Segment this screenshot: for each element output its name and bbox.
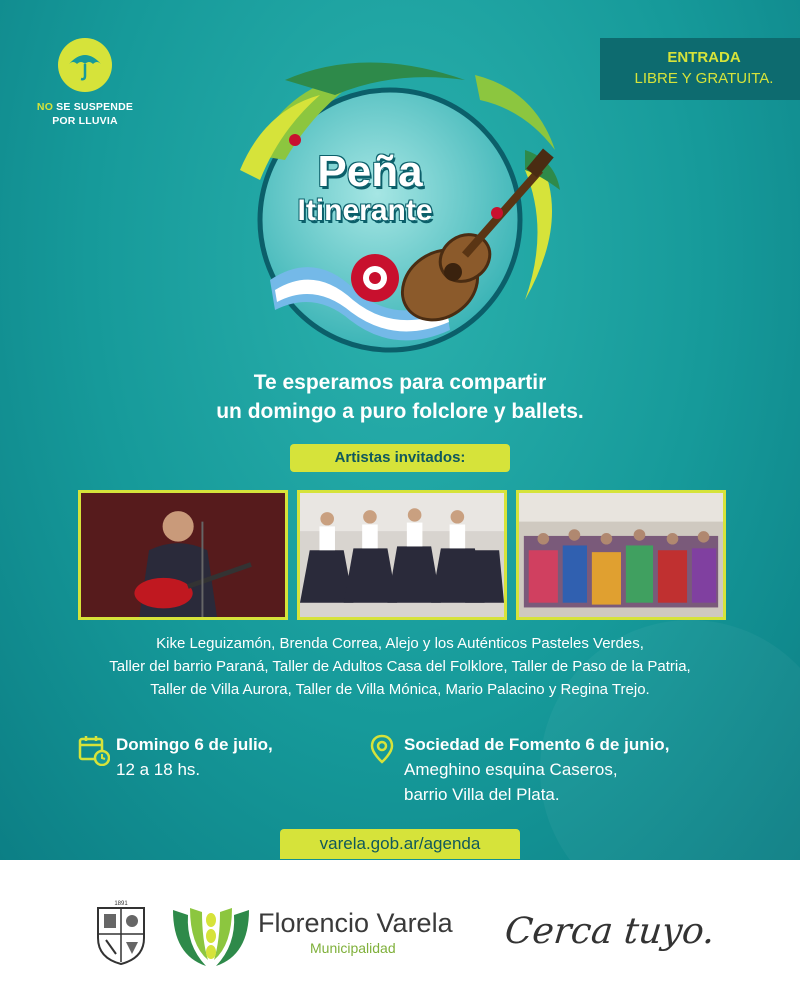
artists-list	[40, 632, 760, 701]
artists-line-2: Taller del barrio Paraná, Taller de Adultos Casa del Folklore, Taller de Paso de la Patria,	[109, 658, 691, 675]
agenda-link[interactable]: varela.gob.ar/agenda	[280, 829, 520, 859]
entry-line1: ENTRADA	[667, 49, 741, 66]
municipal-shield-icon	[92, 898, 150, 966]
tagline-line1: Te esperamos para compartir	[253, 371, 547, 394]
logo-title-line2: Itinerante	[297, 194, 433, 227]
date-line1: Domingo 6 de julio,	[116, 735, 273, 754]
logo-title	[265, 147, 475, 228]
florencio-varela-logo-icon	[168, 900, 254, 970]
artists-heading: Artistas invitados:	[290, 444, 510, 472]
artists-line-1: Kike Leguizamón, Brenda Correa, Alejo y los Auténticos Pasteles Verdes,	[156, 635, 644, 652]
rain-highlight: NO	[36, 101, 54, 113]
photo-group	[516, 490, 726, 620]
entry-line2: LIBRE Y GRATUITA.	[634, 70, 774, 87]
footer	[0, 860, 800, 1000]
place-line2: Ameghino esquina Caseros,	[404, 760, 618, 779]
rain-badge	[20, 38, 150, 128]
tagline-line2: un domingo a puro folclore y ballets.	[216, 400, 584, 423]
brand-name: Florencio Varela	[258, 908, 453, 938]
photo-guitarist	[78, 490, 288, 620]
rain-text	[20, 100, 150, 128]
shield-year: 1891	[114, 901, 128, 907]
date-line2: 12 a 18 hs.	[116, 760, 201, 779]
calendar-icon	[78, 734, 110, 766]
location-pin-icon	[370, 734, 394, 764]
rain-line1: SE SUSPENDE	[53, 101, 134, 113]
rain-line2: POR LLUVIA	[52, 115, 118, 127]
place-line3: barrio Villa del Plata.	[404, 785, 560, 804]
flower-icon	[351, 254, 399, 302]
entry-badge	[600, 38, 800, 100]
place-line1: Sociedad de Fomento 6 de junio,	[404, 735, 670, 754]
logo-title-line1: Peña	[317, 147, 423, 196]
photo-dancers	[297, 490, 507, 620]
slogan: Cerca tuyo.	[502, 911, 717, 952]
artists-line-3: Taller de Villa Aurora, Taller de Villa Mónica, Mario Palacino y Regina Trejo.	[150, 681, 650, 698]
tagline	[0, 368, 800, 426]
brand-subtitle: Municipalidad	[310, 940, 396, 956]
umbrella-icon	[58, 38, 112, 92]
